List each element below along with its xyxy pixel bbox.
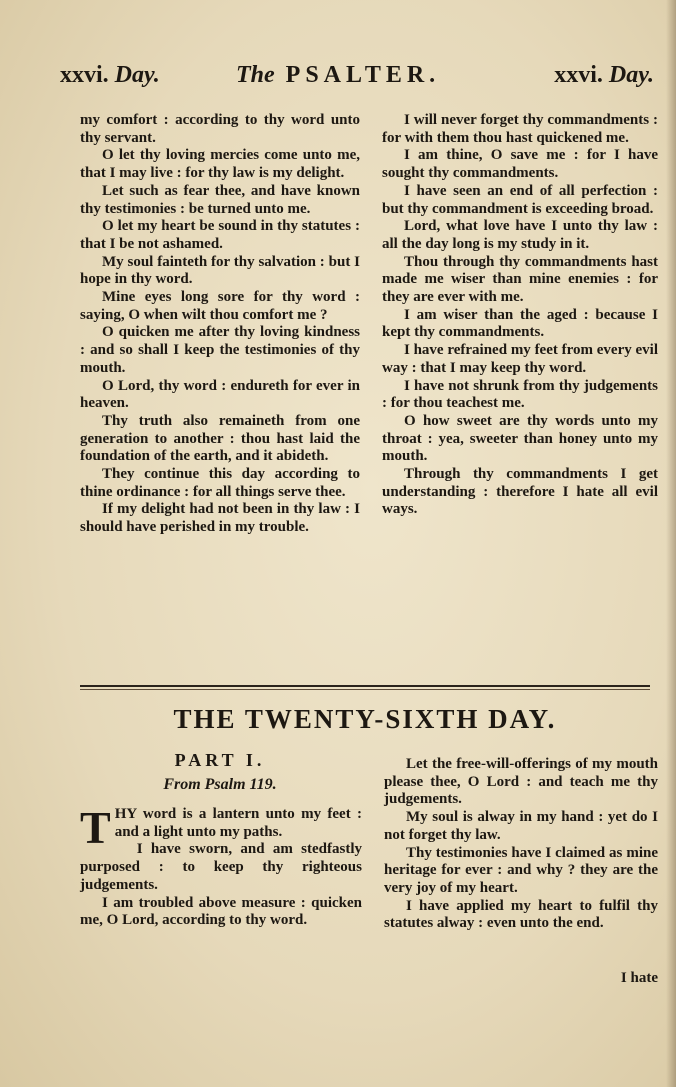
verse: O let my heart be sound in thy statutes : that I be not ashamed. [80, 218, 360, 252]
part-heading: PART I. [174, 750, 266, 770]
top-left-column [80, 112, 360, 537]
verse: O quicken me after thy loving kindness : and so shall I keep the testimonies of thy mouth. [80, 324, 360, 376]
section-divider-thin [80, 689, 650, 690]
verse: I am troubled above measure : quicken me, O Lord, according to thy word. [80, 894, 362, 929]
verse: I am thine, O save me : for I have sought thy commandments. [382, 147, 658, 182]
verse: Lord, what love have I unto thy law : all the day long is my study in it. [382, 218, 658, 252]
verse: Through thy commandments I get understanding : therefore I hate all evil ways. [382, 466, 658, 518]
page-edge-shadow [666, 0, 676, 1087]
catchword: I hate [620, 970, 658, 986]
verse: Thy testimonies have I claimed as mine heritage for ever : and why ? they are the very joy of my heart. [384, 844, 658, 896]
verse: My soul fainteth for thy salvation : but I hope in thy word. [80, 253, 360, 288]
verse: My soul is alway in my hand : yet do I not forget thy law. [384, 809, 658, 843]
running-header [60, 60, 660, 100]
verse: Let the free-will-offerings of my mouth please thee, O Lord : and teach me thy judgements. [384, 756, 658, 808]
verse: O let thy loving mercies come unto me, that I may live : for thy law is my delight. [80, 147, 360, 182]
verse: Thy truth also remaineth from one generation to another : thou hast laid the foundation of the earth, and it abideth. [80, 412, 360, 465]
verse: I have sworn, and am stedfastly purposed : to keep thy righteous judgements. [80, 841, 362, 893]
verse: I have not shrunk from thy judgements : for thou teachest me. [382, 377, 658, 412]
psalm-reference: From Psalm 119. [163, 776, 277, 793]
section-title: THE TWENTY-SIXTH DAY. [173, 704, 557, 734]
verse: Mine eyes long sore for thy word : saying, O when wilt thou comfort me ? [80, 289, 360, 323]
verse: I am wiser than the aged : because I kept thy commandments. [382, 306, 658, 341]
verse: I have seen an end of all perfection : but thy commandment is exceeding broad. [382, 182, 658, 217]
verse: O how sweet are thy words unto my throat : yea, sweeter than honey unto my mouth. [382, 412, 658, 465]
verse: Thou through thy commandments hast made me wiser than mine enemies : for they are ever with me. [382, 253, 658, 306]
verse: my comfort : according to thy word unto thy servant. [80, 112, 360, 146]
verse: If my delight had not been in thy law : I should have perished in my trouble. [80, 501, 360, 536]
verse: I have refrained my feet from every evil way : that I may keep thy word. [382, 342, 658, 376]
verse: I will never forget thy commandments : for with them thou hast quickened me. [382, 112, 658, 146]
drop-capital: T [80, 802, 111, 853]
top-right-column [382, 112, 658, 519]
verse-first-text: HY word is a lantern unto my feet : and a light unto my paths. [114, 806, 362, 840]
verse: O Lord, thy word : endureth for ever in heaven. [80, 377, 360, 412]
header-right-day: xxvi. Day. [554, 62, 654, 88]
verse: They continue this day according to thine ordinance : for all things serve thee. [80, 466, 360, 500]
verse-first [80, 802, 362, 853]
header-left-day: xxvi. Day. [60, 62, 160, 88]
bottom-right-column [384, 756, 658, 933]
header-title: The PSALTER. [236, 62, 441, 88]
verse: Let such as fear thee, and have known thy testimonies : be turned unto me. [80, 182, 360, 217]
section-divider [80, 685, 650, 687]
bottom-left-column [80, 802, 362, 930]
verse: I have applied my heart to fulfil thy statutes alway : even unto the end. [384, 897, 658, 932]
